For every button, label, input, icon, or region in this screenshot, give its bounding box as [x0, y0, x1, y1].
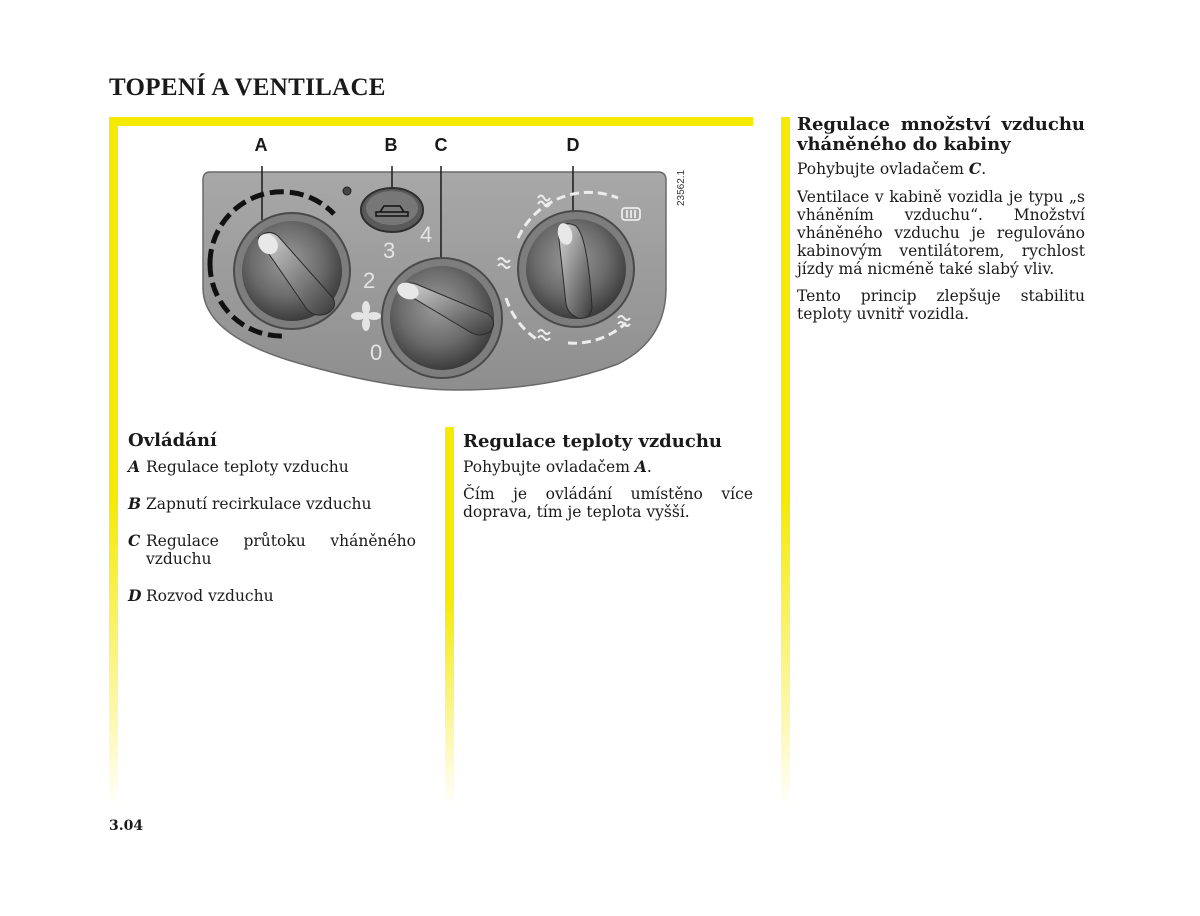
item-description: Regulace průtoku vháněného vzduchu: [146, 532, 416, 568]
indicator-light: [343, 187, 351, 195]
instruction-letter: C: [968, 159, 982, 178]
callout-c: C: [434, 135, 448, 155]
knob-a-temperature[interactable]: [234, 213, 350, 329]
knob-d-distribution[interactable]: [518, 211, 634, 327]
list-item: [128, 587, 416, 605]
knob-c-airflow[interactable]: [382, 258, 502, 378]
page-number: 3.04: [109, 818, 144, 834]
item-letter: D: [128, 586, 142, 605]
temperature-instruction: [463, 458, 753, 476]
instruction-suffix: .: [981, 160, 987, 178]
instruction-suffix: .: [646, 458, 652, 476]
list-item: [128, 458, 416, 476]
instruction-prefix: Pohybujte ovladačem: [463, 458, 635, 476]
list-item: [128, 532, 416, 568]
page-title: TOPENÍ A VENTILACE: [109, 74, 386, 101]
yellow-left-margin-bar: [109, 117, 118, 807]
airflow-paragraph-2: Tento princip zlepšuje stabilitu teploty uvnitř vozidla.: [797, 287, 1085, 323]
airflow-paragraph: Ventilace v kabině vozidla je typu „s vháněním vzduchu“. Množství vháněného vzduchu je regulováno kabinovým ventilátorem, rychlost jízdy má nicméně také slabý vliv.: [797, 188, 1085, 278]
heating-control-panel-illustration: [118, 128, 752, 413]
button-b-recirculation[interactable]: [361, 188, 423, 232]
yellow-middle-margin-bar: [445, 427, 454, 807]
item-letter: A: [128, 457, 141, 476]
instruction-prefix: Pohybujte ovladačem: [797, 160, 969, 178]
callout-a: A: [254, 135, 268, 155]
controls-heading: Ovládání: [128, 430, 217, 451]
figure-reference-number: 23562.1: [676, 169, 687, 206]
yellow-right-margin-bar: [781, 117, 790, 807]
item-letter: B: [128, 494, 142, 513]
yellow-top-bar: [109, 117, 753, 126]
callout-d: D: [566, 135, 580, 155]
item-description: Rozvod vzduchu: [146, 587, 274, 605]
item-letter: C: [128, 531, 141, 550]
fan-speed-3: 3: [383, 238, 396, 263]
callout-b: B: [384, 135, 398, 155]
list-item: [128, 495, 416, 513]
airflow-instruction: [797, 160, 1085, 178]
item-description: Regulace teploty vzduchu: [146, 458, 349, 476]
fan-speed-2: 2: [363, 268, 376, 293]
item-description: Zapnutí recirkulace vzduchu: [146, 495, 372, 513]
fan-speed-0: 0: [370, 340, 383, 365]
temperature-heading: Regulace teploty vzduchu: [463, 431, 722, 452]
instruction-letter: A: [634, 457, 647, 476]
temperature-paragraph: Čím je ovládání umístěno více doprava, tím je teplota vyšší.: [463, 485, 753, 521]
airflow-heading: Regulace množství vzduchu vháněného do kabiny: [797, 114, 1085, 155]
fan-speed-4: 4: [420, 222, 433, 247]
